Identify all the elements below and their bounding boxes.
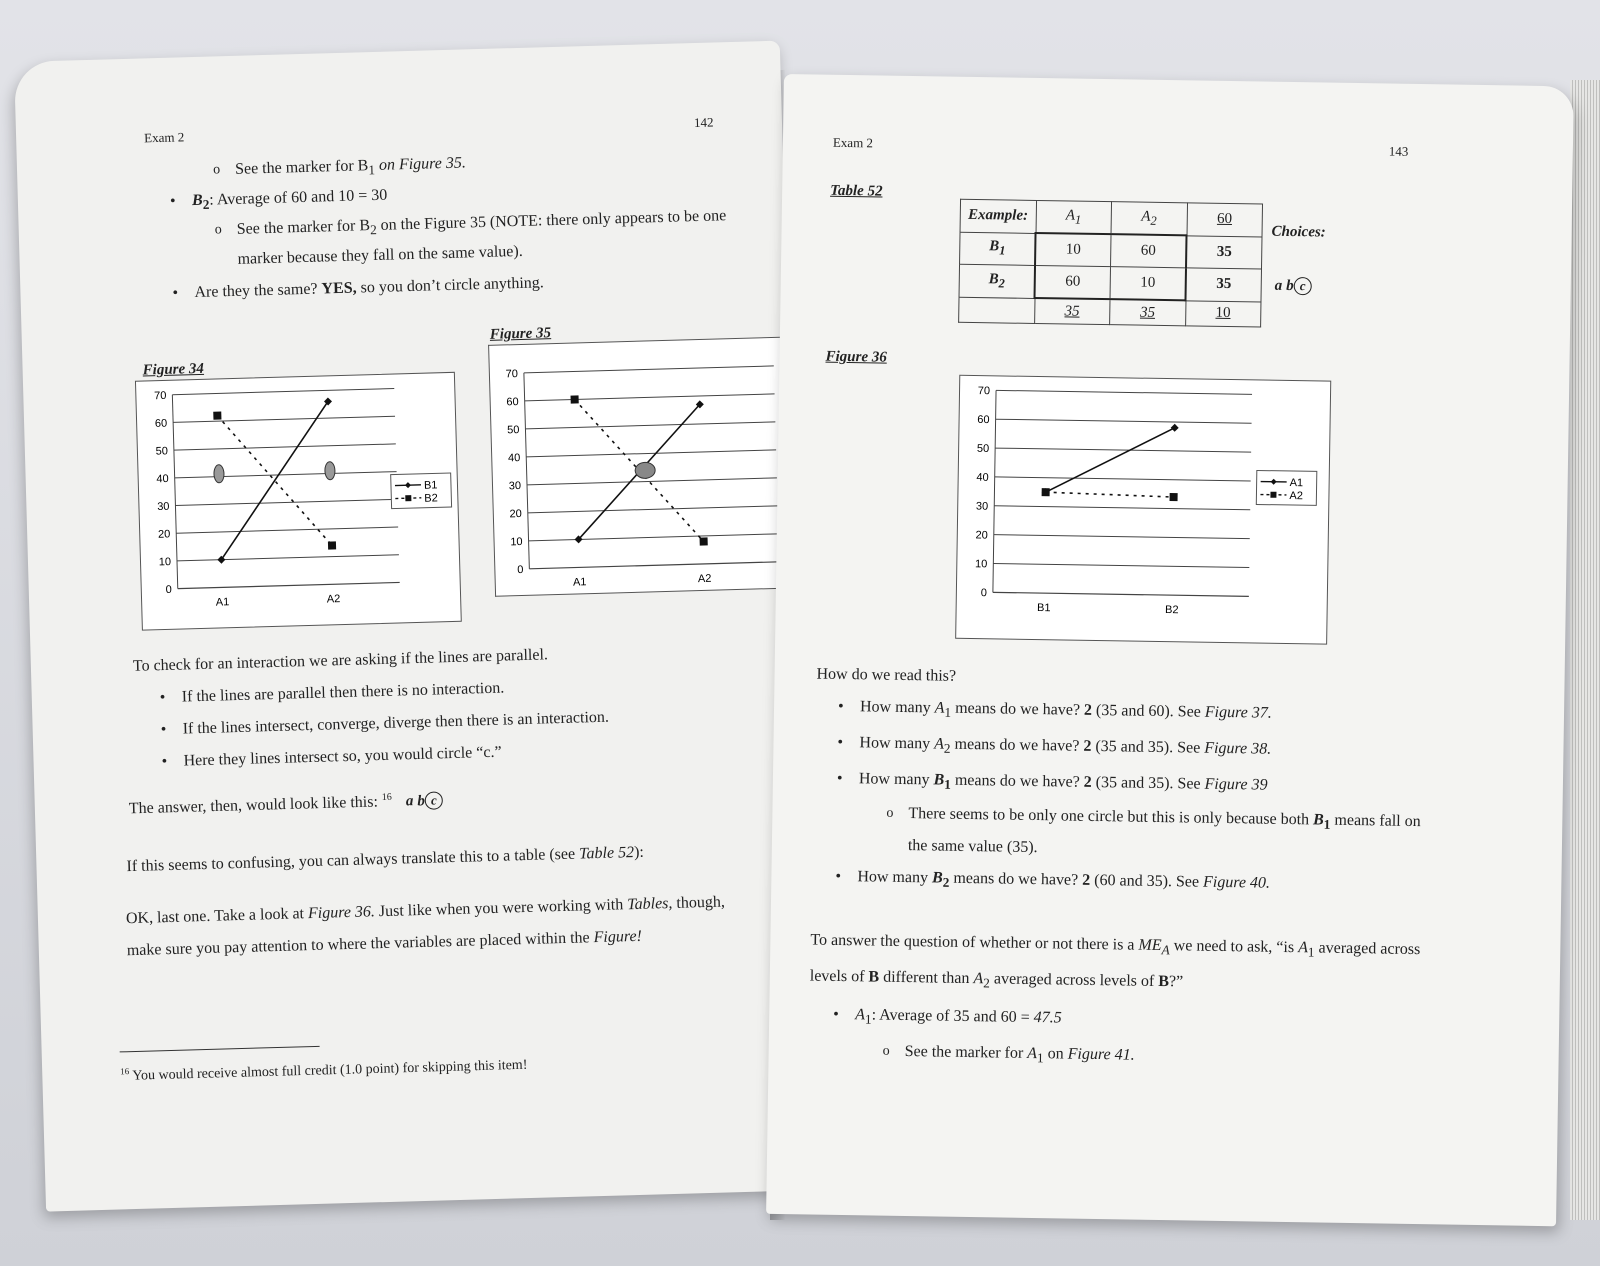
y-tick-label: 50	[507, 424, 520, 437]
figure-35-caption: Figure 35	[489, 325, 552, 343]
table-cell: 60	[1187, 203, 1263, 237]
gridline	[993, 592, 1249, 596]
x-tick-label: A2	[697, 572, 712, 586]
y-tick-label: 20	[509, 507, 522, 521]
choices	[1275, 276, 1312, 297]
figure-34-chart	[135, 372, 462, 631]
figure-36-chart	[955, 375, 1331, 645]
table-cell: 60	[1035, 265, 1111, 299]
hand-drawn-mark	[635, 462, 655, 479]
paragraph: OK, last one. Take a look at Figure 36. Just like when you were working with Tables, though,	[125, 893, 726, 928]
y-tick-label: 30	[157, 500, 170, 514]
y-tick-label: 50	[976, 442, 990, 455]
gridline	[526, 450, 776, 457]
page-number: 143	[1388, 143, 1409, 159]
y-tick-label: 0	[980, 587, 987, 600]
gridline	[994, 535, 1250, 539]
gridline	[996, 390, 1252, 394]
figure-34-caption: Figure 34	[142, 360, 205, 379]
choice-c-circled: c	[425, 792, 443, 810]
page-header: Exam 2	[832, 134, 874, 151]
hand-drawn-mark	[325, 462, 335, 480]
gridline	[177, 555, 399, 561]
figure-36-svg	[956, 376, 1330, 644]
figure-35-svg	[489, 338, 792, 596]
y-tick-label: 50	[155, 445, 169, 458]
y-tick-label: 40	[507, 452, 521, 465]
y-tick-label: 10	[510, 535, 523, 549]
paragraph: If this seems to confusing, you can always translate this to a table (see Table 52):	[126, 843, 645, 876]
legend-box	[391, 473, 452, 509]
gridline	[994, 506, 1250, 510]
table-52-caption: Table 52	[830, 182, 883, 200]
y-axis	[993, 390, 996, 592]
page-edges	[1570, 80, 1600, 1220]
choice-c-circled: c	[1294, 277, 1312, 295]
table-cell: 60	[1111, 234, 1187, 268]
paragraph: To check for an interaction we are asking if the lines are parallel.	[132, 646, 549, 675]
point-B2	[571, 395, 579, 403]
right-page	[766, 74, 1574, 1226]
choice-b: b	[1286, 277, 1294, 295]
y-tick-label: 20	[157, 528, 171, 541]
y-tick-label: 70	[153, 389, 167, 403]
gridline	[996, 419, 1252, 423]
legend-label: A1	[1289, 476, 1304, 490]
series-line-B1	[217, 401, 332, 559]
point-A2	[1042, 488, 1050, 496]
paragraph: make sure you pay attention to where the variables are placed within the Figure!	[126, 927, 643, 960]
gridline	[175, 472, 397, 478]
table-corner: Example:	[960, 199, 1036, 233]
figure-36-caption: Figure 36	[825, 348, 887, 366]
series-line-A2	[1046, 492, 1174, 497]
figure-34-svg	[136, 373, 461, 630]
text-line: marker because they fall on the same value).	[237, 242, 523, 268]
bullet-item: • How many $B_2$ means do we have? 2 (60 and 35). See Figure 40.	[857, 867, 1270, 898]
gridline	[995, 477, 1251, 481]
footnote: $^{16}$ You would receive almost full credit (1.0 point) for skipping this item!	[120, 1057, 528, 1084]
footnote-rule	[120, 1046, 320, 1053]
gridline	[995, 448, 1251, 452]
y-tick-label: 10	[158, 556, 172, 569]
y-tick-label: 0	[165, 583, 172, 596]
point-B2	[213, 412, 221, 420]
y-axis	[172, 395, 177, 589]
sub-bullet-item: o There seems to be only one circle but this is only because both $B_1$ means fall on	[908, 804, 1421, 836]
gridline	[529, 562, 779, 569]
point-B2	[700, 537, 708, 545]
table-cell: 10	[1035, 233, 1111, 267]
page-number: 142	[693, 114, 714, 131]
text-line: o See the marker for $B_2$ on the Figure 35 (NOTE: there only appears to be one	[236, 206, 726, 244]
bullet-item: • How many $A_1$ means do we have? 2 (35 and 60). See Figure 37.	[860, 697, 1272, 728]
legend-label: B1	[423, 479, 438, 492]
gridline	[524, 366, 774, 373]
bullet-item: • If the lines are parallel then there is no interaction.	[182, 679, 505, 708]
y-tick-label: 30	[508, 480, 522, 493]
col-header: $A_2$	[1111, 202, 1187, 236]
gridline	[176, 527, 398, 533]
y-tick-label: 60	[977, 413, 990, 427]
page-header: Exam 2	[143, 129, 185, 146]
col-header: $A_1$	[1036, 200, 1112, 234]
bullet-item: • Here they lines intersect so, you would circle “c.”	[183, 743, 502, 772]
bullet-item: • If the lines intersect, converge, diverge then there is an interaction.	[182, 708, 609, 740]
gridline	[178, 582, 400, 588]
y-tick-label: 30	[975, 500, 989, 513]
text-line: the same value (35).	[907, 837, 1038, 857]
point-A1	[1171, 424, 1179, 432]
bullet-item: • $B_2$: Average of 60 and 10 = 30	[192, 186, 388, 216]
row-header: $B_1$	[960, 232, 1036, 266]
x-tick-label: B2	[1164, 604, 1179, 617]
y-tick-label: 40	[976, 471, 989, 484]
y-tick-label: 20	[975, 529, 988, 542]
y-tick-label: 40	[156, 472, 169, 486]
choice-a: a	[1274, 277, 1283, 294]
paragraph: levels of B different than $A_2$ averaged across levels of B?”	[809, 967, 1184, 991]
legend-marker	[405, 495, 411, 501]
table-cell	[959, 297, 1035, 324]
y-tick-label: 60	[154, 417, 168, 430]
gridline	[993, 563, 1249, 567]
point-B2	[328, 541, 336, 549]
gridline	[525, 394, 775, 401]
table-cell: 35	[1185, 268, 1261, 302]
choice-a: a	[405, 793, 414, 810]
table-cell: 35	[1110, 299, 1186, 326]
legend-label: B2	[424, 492, 438, 505]
left-page	[14, 41, 812, 1212]
gridline	[172, 389, 394, 395]
legend-box	[1256, 470, 1317, 505]
y-tick-label: 70	[505, 368, 519, 381]
point-A2	[1170, 493, 1178, 501]
y-tick-label: 10	[974, 558, 988, 571]
table-cell: 10	[1185, 300, 1261, 327]
sub-bullet-item: o See the marker for $A_1$ on Figure 41.	[904, 1042, 1134, 1070]
y-axis	[524, 373, 529, 569]
x-tick-label: A2	[326, 593, 341, 606]
x-tick-label: A1	[215, 596, 230, 609]
answer-line: The answer, then, would look like this: $^{16}$ a b c	[129, 786, 444, 819]
table-52	[958, 199, 1263, 328]
table-cell: 35	[1034, 298, 1110, 325]
gridline	[174, 444, 396, 450]
bullet-item: • How many $A_2$ means do we have? 2 (35 and 35). See Figure 38.	[859, 733, 1271, 764]
table-cell: 35	[1186, 235, 1262, 269]
y-tick-label: 60	[506, 396, 519, 409]
gridline	[529, 534, 779, 541]
bullet-item: • Are they the same? YES, so you don’t circle anything.	[194, 273, 544, 303]
choices-label: Choices:	[1271, 223, 1326, 241]
series-line-A1	[1046, 426, 1175, 494]
paragraph: How do we read this?	[816, 665, 957, 685]
bullet-item: • How many $B_1$ means do we have? 2 (35 and 35). See Figure 39	[859, 769, 1268, 800]
row-header: $B_2$	[959, 264, 1035, 298]
gridline	[528, 506, 778, 513]
figure-35-chart	[488, 337, 792, 597]
x-tick-label: B1	[1037, 602, 1051, 615]
hand-drawn-mark	[214, 465, 224, 483]
legend-label: A2	[1289, 489, 1303, 503]
y-tick-label: 70	[977, 385, 991, 398]
choice-b: b	[417, 793, 426, 810]
x-tick-label: A1	[572, 576, 587, 589]
paragraph: To answer the question of whether or not there is a $ME_A$ we need to ask, “is $A_1$ averaged across	[810, 931, 1421, 960]
text-line: o See the marker for $B_1$ on Figure 35.	[235, 153, 466, 184]
gridline	[525, 422, 775, 429]
table-cell: 10	[1110, 267, 1186, 301]
y-tick-label: 0	[517, 563, 524, 577]
bullet-item: • $A_1$: Average of 35 and 60 = 47.5	[855, 1005, 1062, 1032]
gridline	[175, 499, 397, 505]
legend-marker	[1270, 492, 1276, 498]
gridline	[173, 416, 395, 422]
